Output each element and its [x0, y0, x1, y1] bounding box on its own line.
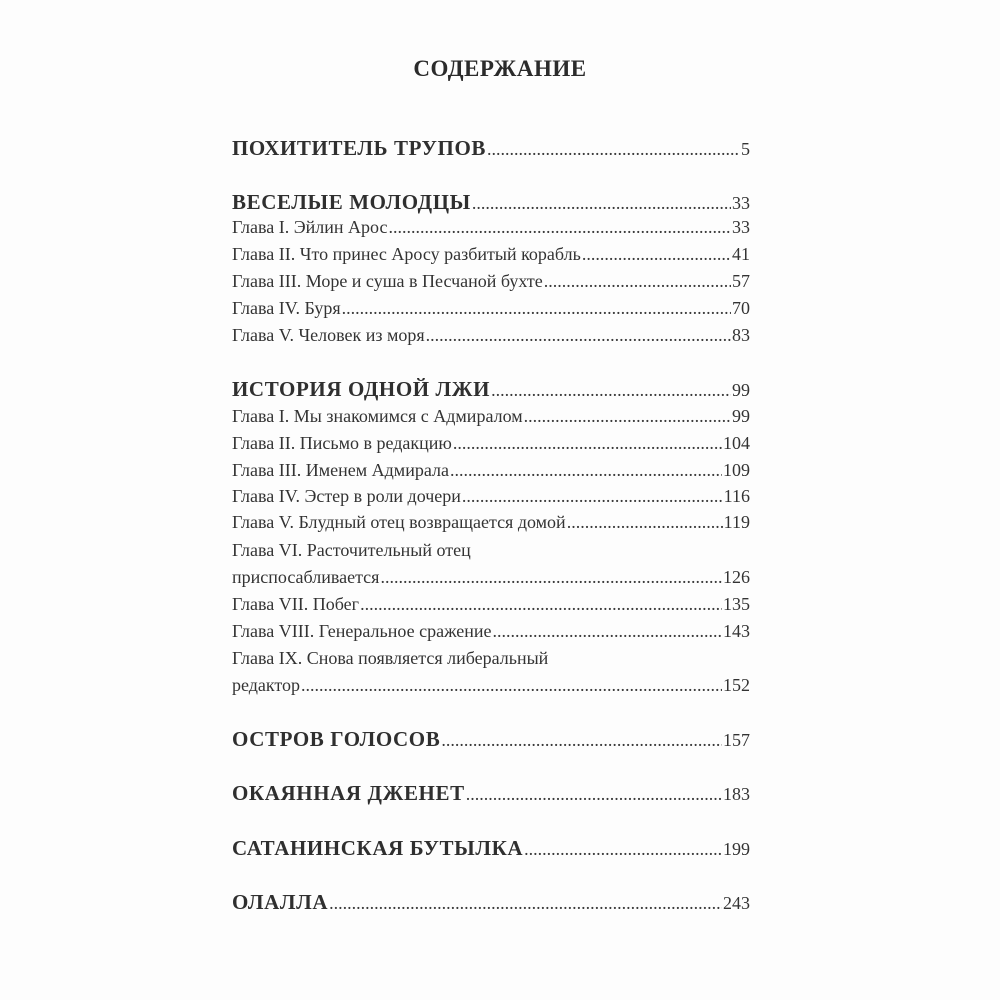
- toc-entry-title: Глава I. Эйлин Арос: [232, 217, 388, 237]
- dot-leader: [380, 567, 722, 588]
- dot-leader: [582, 244, 731, 265]
- toc-entry-title: ПОХИТИТЕЛЬ ТРУПОВ: [232, 136, 486, 160]
- toc-entry-page: 157: [723, 730, 750, 750]
- toc-entry-page: 83: [732, 325, 750, 345]
- toc-entry-title: Глава IV. Эстер в роли дочери: [232, 486, 461, 506]
- toc-chapter-entry: [232, 567, 750, 588]
- dot-leader: [462, 486, 723, 507]
- toc-chapter-entry: [232, 217, 750, 238]
- toc-entry-page: 143: [723, 621, 750, 641]
- toc-chapter-entry: [232, 460, 750, 481]
- dot-leader: [426, 325, 731, 346]
- dot-leader: [466, 784, 722, 805]
- toc-entry-title: приспосабливается: [232, 567, 380, 587]
- toc-part-entry: [232, 781, 750, 806]
- toc-entry-page: 243: [723, 893, 750, 913]
- toc-entry-title: ОСТРОВ ГОЛОСОВ: [232, 727, 441, 751]
- toc-chapter-entry: [232, 675, 750, 696]
- toc-entry-page: 33: [732, 193, 750, 213]
- toc-entry-page: 116: [723, 486, 750, 506]
- toc-entry-title: Глава V. Блудный отец возвращается домой: [232, 512, 566, 532]
- dot-leader: [567, 512, 723, 533]
- toc-entry-title: Глава I. Мы знакомимся с Адмиралом: [232, 406, 523, 426]
- dot-leader: [388, 217, 731, 238]
- page-title: СОДЕРЖАНИЕ: [413, 56, 587, 81]
- toc-chapter-entry: [232, 271, 750, 292]
- toc-chapter-entry: [232, 406, 750, 427]
- toc-chapter-entry: [232, 594, 750, 615]
- toc-entry-title: Глава III. Море и суша в Песчаной бухте: [232, 271, 543, 291]
- toc-chapter-entry: [232, 298, 750, 319]
- dot-leader: [491, 380, 731, 401]
- toc-entry-title: Глава VII. Побег: [232, 594, 360, 614]
- toc-entry-title-line1: Глава IX. Снова появляется либеральный: [232, 648, 549, 668]
- toc-entry-title: Глава III. Именем Адмирала: [232, 460, 449, 480]
- toc-entry-page: 199: [723, 839, 750, 859]
- toc-entry-title: ОЛАЛЛА: [232, 890, 329, 914]
- toc-entry-page: 41: [732, 244, 750, 264]
- toc-entry-title: САТАНИНСКАЯ БУТЫЛКА: [232, 836, 524, 860]
- dot-leader: [493, 621, 722, 642]
- dot-leader: [487, 139, 740, 160]
- toc-entry-title: Глава VIII. Генеральное сражение: [232, 621, 492, 641]
- toc-entry-page: 57: [732, 271, 750, 291]
- toc-entry-title: редактор: [232, 675, 301, 695]
- toc-entry-page: 109: [723, 460, 750, 480]
- toc-entry-page: 5: [741, 139, 750, 159]
- toc-entry-page: 119: [723, 512, 750, 532]
- dot-leader: [450, 460, 722, 481]
- toc-part-entry: [232, 836, 750, 861]
- dot-leader: [441, 730, 722, 751]
- dot-leader: [360, 594, 722, 615]
- toc-chapter-entry: [232, 486, 750, 507]
- toc-entry-page: 126: [723, 567, 750, 587]
- toc-entry-page: 152: [723, 675, 750, 695]
- toc-entry-page: 135: [723, 594, 750, 614]
- toc-entry-title: ИСТОРИЯ ОДНОЙ ЛЖИ: [232, 377, 491, 401]
- toc-part-entry: [232, 727, 750, 752]
- toc-entry-title-line1: Глава VI. Расточительный отец: [232, 540, 471, 560]
- toc-chapter-entry: [232, 433, 750, 454]
- toc-part-entry: [232, 136, 750, 161]
- toc-part-entry: [232, 190, 750, 215]
- toc-entry-title: Глава II. Что принес Аросу разбитый корабль: [232, 244, 581, 264]
- dot-leader: [342, 298, 731, 319]
- toc-entry-page: 104: [723, 433, 750, 453]
- toc-entry-page: 70: [732, 298, 750, 318]
- toc-entry-title: Глава II. Письмо в редакцию: [232, 433, 452, 453]
- dot-leader: [301, 675, 722, 696]
- dot-leader: [472, 193, 731, 214]
- toc-chapter-entry: [232, 621, 750, 642]
- toc-part-entry: [232, 377, 750, 402]
- dot-leader: [544, 271, 731, 292]
- dot-leader: [329, 893, 722, 914]
- toc-chapter-entry: [232, 244, 750, 265]
- toc-part-entry: [232, 890, 750, 915]
- toc-entry-title: Глава IV. Буря: [232, 298, 341, 318]
- toc-entry-title: ОКАЯННАЯ ДЖЕНЕТ: [232, 781, 465, 805]
- dot-leader: [524, 406, 731, 427]
- toc-chapter-entry: [232, 325, 750, 346]
- dot-leader: [453, 433, 722, 454]
- toc-entry-title: Глава V. Человек из моря: [232, 325, 425, 345]
- toc-entry-page: 99: [732, 380, 750, 400]
- toc-entry-page: 99: [732, 406, 750, 426]
- toc-entry-page: 33: [732, 217, 750, 237]
- dot-leader: [524, 839, 722, 860]
- toc-entry-page: 183: [723, 784, 750, 804]
- toc-chapter-entry: [232, 512, 750, 533]
- toc-entry-title: ВЕСЕЛЫЕ МОЛОДЦЫ: [232, 190, 471, 214]
